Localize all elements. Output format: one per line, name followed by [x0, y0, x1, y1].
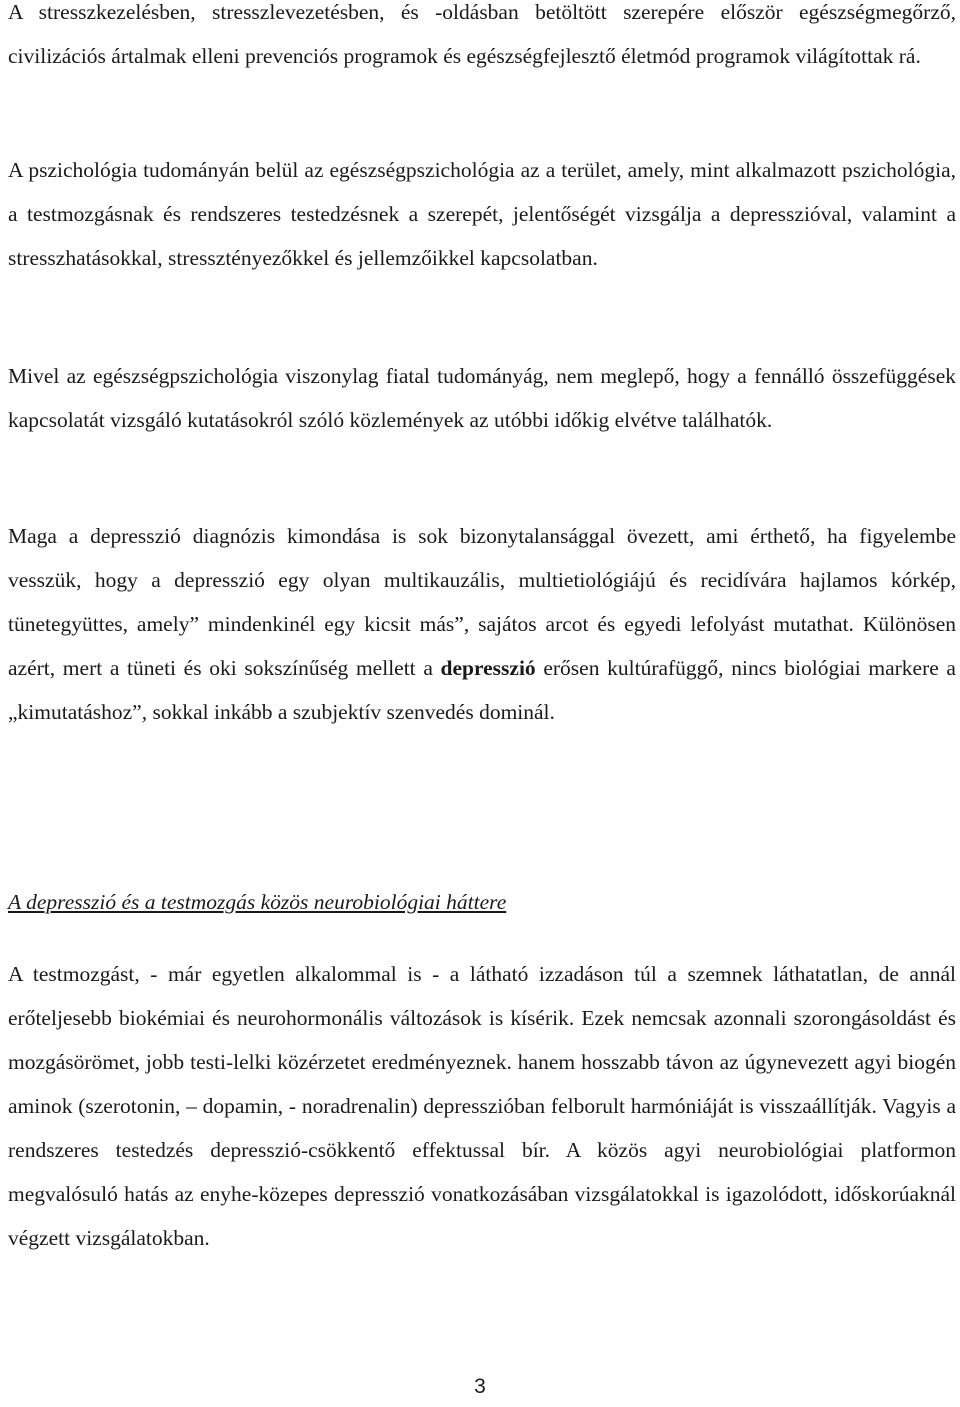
paragraph-depression-diagnosis: [8, 514, 956, 734]
bold-term-depresszio: depresszió: [440, 656, 536, 680]
paragraph-health-psychology: A pszichológia tudományán belül az egészségpszichológia az a terület, amely, mint alkalmazott pszichológia, a testmozgásnak és rendszeres testedzésnek a szerepét, jelentőségét vizsgálja a depresszióval, valamint a stresszhatásokkal, stressztényezőkkel és jellemzőikkel kapcsolatban.: [8, 158, 956, 270]
paragraph-young-discipline: Mivel az egészségpszichológia viszonylag fiatal tudományág, nem meglepő, hogy a fennálló összefüggések kapcsolatát vizsgáló kutatásokról szóló közlemények az utóbbi időkig elvétve találhatók.: [8, 364, 956, 432]
paragraph-text-start: Maga a depresszió diagnózis kimondása is sok bizonytalansággal övezett, ami érthető, ha figyelembe vesszük, hogy a depresszió egy olyan multikauzális, multietiológiájú és recidívára hajlamos kórkép, tünetegyüttes, amely” mindenkinél egy kicsit más”, sajátos arcot és egyedi lefolyást mutathat. Különösen azért, mert a tüneti és oki sokszínűség mellett a: [8, 524, 956, 680]
paragraph-text-end: erősen kultúrafüggő, nincs biológiai markere a „kimutatáshoz”, sokkal inkább a szubjektív szenvedés dominál.: [8, 656, 956, 724]
page-number: 3: [474, 1375, 486, 1398]
paragraph-stress-management: A stresszkezelésben, stresszlevezetésben, és -oldásban betöltött szerepére először egészségmegőrző, civilizációs ártalmak elleni prevenciós programok és egészségfejlesztő életmód programok világítottak rá.: [8, 0, 956, 68]
paragraph-neurobiology: A testmozgást, - már egyetlen alkalommal is - a látható izzadáson túl a szemnek láthatatlan, de annál erőteljesebb biokémiai és neurohormonális változások is kísérik. Ezek nemcsak azonnali szorongásoldást és mozgásörömet, jobb testi-lelki közérzetet eredményeznek. hanem hosszabb távon az úgynevezett agyi biogén aminok (szerotonin, – dopamin, - noradrenalin) depresszióban felborult harmóniáját is visszaállítják. Vagyis a rendszeres testedzés depresszió-csökkentő effektussal bír. A közös agyi neurobiológiai platformon megvalósuló hatás az enyhe-közepes depresszió vonatkozásában vizsgálatokkal is igazolódott, időskorúaknál végzett vizsgálatokban.: [8, 962, 956, 1250]
section-heading: A depresszió és a testmozgás közös neurobiológiai háttere: [8, 890, 507, 914]
